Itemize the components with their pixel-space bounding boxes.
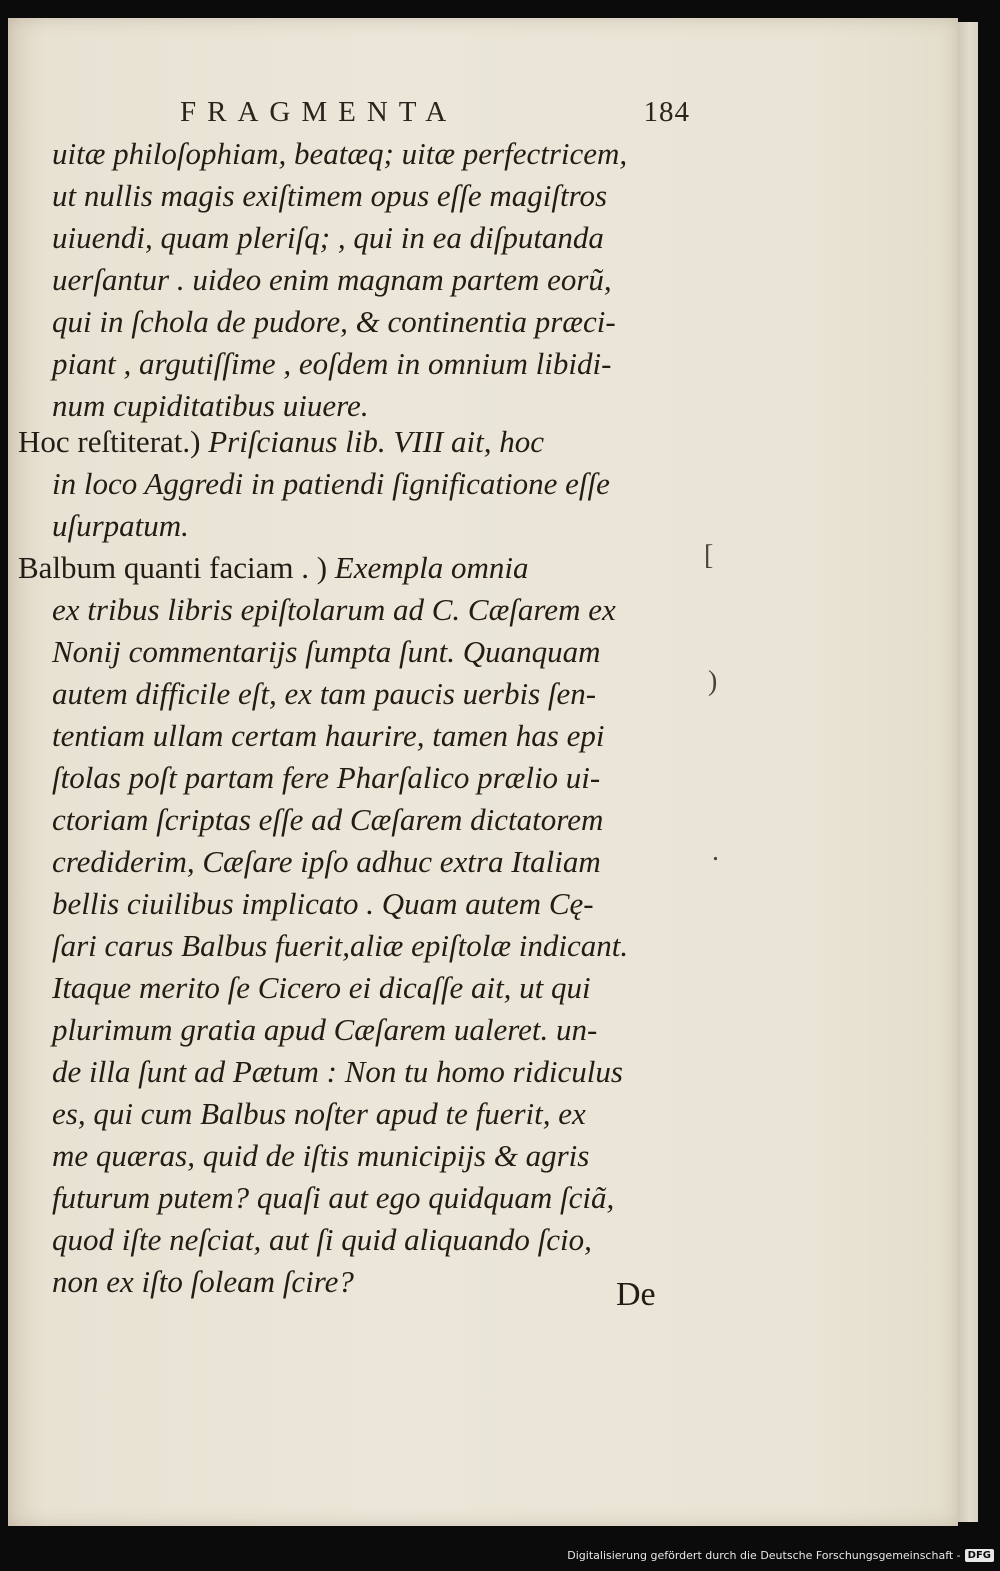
text-line: ctoriam ſcriptas eſſe ad Cæſarem dictatorem <box>52 802 604 837</box>
text-line: autem difficile eſt, ex tam paucis uerbis ſen- <box>52 676 597 711</box>
running-title: FRAGMENTA <box>180 96 458 128</box>
text-line: me quæras, quid de iſtis municipijs & agris <box>52 1138 590 1173</box>
text-line: qui in ſchola de pudore, & continentia præci- <box>52 304 616 339</box>
paragraph-line <box>18 546 529 590</box>
credit-text: Digitalisierung gefördert durch die Deutsche Forschungsgemeinschaft - <box>567 1548 961 1562</box>
text-line: ſari carus Balbus fuerit,aliæ epiſtolæ indicant. <box>52 928 629 963</box>
paragraph-line <box>18 420 544 464</box>
commentary-text: Exempla omnia <box>334 550 529 585</box>
text-line: piant , argutiſſime , eoſdem in omnium libidi- <box>52 346 612 381</box>
folio-number: 184 <box>643 96 690 128</box>
text-line: uiuendi, quam pleriſq; , qui in ea diſputanda <box>52 220 604 255</box>
dfg-logo: DFG <box>965 1549 994 1562</box>
running-header <box>180 96 690 136</box>
text-line: futurum putem? quaſi aut ego quidquam ſciã, <box>52 1180 615 1215</box>
text-line: quod iſte neſciat, aut ſi quid aliquando ſcio, <box>52 1222 592 1257</box>
text-line: tentiam ullam certam haurire, tamen has epi <box>52 718 605 753</box>
text-line: in loco Aggredi in patiendi ſignificatione eſſe <box>52 466 610 501</box>
text-line: uſurpatum. <box>52 508 189 543</box>
commentary-text: Priſcianus lib. VIII ait, hoc <box>208 424 544 459</box>
text-line: num cupiditatibus uiuere. <box>52 388 369 423</box>
text-line: Itaque merito ſe Cicero ei dicaſſe ait, ut qui <box>52 970 591 1005</box>
text-line: plurimum gratia apud Cæſarem ualeret. un- <box>52 1012 598 1047</box>
text-line: uerſantur . uideo enim magnam partem eorũ, <box>52 262 612 297</box>
lemma: Balbum quanti faciam . ) <box>18 550 328 585</box>
catchword: De <box>616 1276 656 1313</box>
margin-mark: . <box>712 836 719 867</box>
text-line: ut nullis magis exiſtimem opus eſſe magiſtros <box>52 178 608 213</box>
text-line: uitæ philoſophiam, beatæq; uitæ perfectricem, <box>52 136 628 171</box>
lemma: Hoc reſtiterat.) <box>18 424 201 459</box>
text-line: Nonij commentarijs ſumpta ſunt. Quanquam <box>52 634 601 669</box>
text-line: crediderim, Cæſare ipſo adhuc extra Italiam <box>52 844 601 879</box>
margin-mark: ) <box>708 666 718 697</box>
text-line: bellis ciuilibus implicato . Quam autem Cę- <box>52 886 594 921</box>
text-line: de illa ſunt ad Pætum : Non tu homo ridiculus <box>52 1054 623 1089</box>
text-line: non ex iſto ſoleam ſcire? <box>52 1264 354 1299</box>
page-edge <box>958 22 978 1522</box>
margin-mark: [ <box>704 540 714 571</box>
text-line: ex tribus libris epiſtolarum ad C. Cæſarem ex <box>52 592 616 627</box>
digitization-credit <box>567 1545 994 1565</box>
text-line: ſtolas poſt partam fere Pharſalico prælio ui- <box>52 760 601 795</box>
text-line: es, qui cum Balbus noſter apud te fuerit, ex <box>52 1096 586 1131</box>
